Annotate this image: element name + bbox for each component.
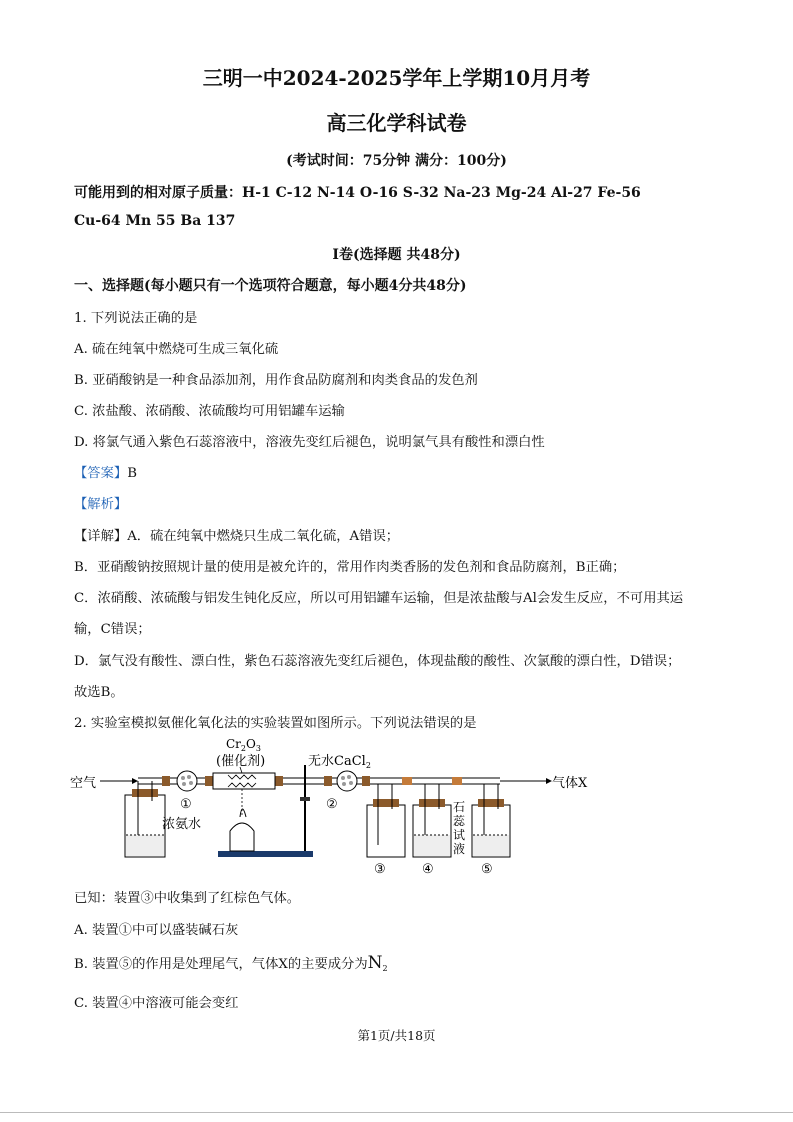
litmus-char-2: 蕊 [453,814,466,828]
q1-detail-a [74,525,399,544]
catalyst-label: (催化剂) [216,754,266,769]
detail-tag: 【详解】 [74,529,128,544]
section-title: I卷(选择题 共48分) [332,247,461,263]
answer-tag: 【答案】 [74,466,128,481]
q1-conclusion: 故选B。 [74,685,124,700]
q1-detail-c2: 输，C错误； [74,622,151,637]
analysis-tag: 【解析】 [74,497,128,512]
catalyst-formula: $Cr_2O_3$ [226,737,261,753]
q1-answer [74,462,137,481]
q2-known: 已知：装置③中收集到了红棕色气体。 [74,891,301,906]
device-4-label: ④ [422,862,434,877]
q1-detail-b: B．亚硝酸钠按照规计量的使用是被允许的，常用作肉类香肠的发色剂和食品防腐剂，B正确； [74,560,626,575]
ammonia-oxidation-apparatus [70,735,590,880]
litmus-char-1: 石 [453,800,466,814]
q2-option-c: C. 装置④中溶液可能会变红 [74,996,239,1011]
litmus-char-3: 试 [453,828,466,842]
n2-formula: N [367,953,383,973]
device-2-label: ② [326,797,338,812]
q1-detail-c1: C．浓硝酸、浓硫酸与铝发生钝化反应，所以可用铝罐车运输，但是浓盐酸与Al会发生反应，不可用其运 [74,591,684,606]
q1-analysis [74,493,127,512]
q2-option-b [74,953,388,973]
q1-option-c: C. 浓盐酸、浓硝酸、浓硫酸均可用铝罐车运输 [74,404,345,419]
exam-subtitle: 高三化学科试卷 [326,111,467,135]
answer-value: B [127,466,137,481]
detail-a-text: A．硫在纯氧中燃烧只生成二氧化硫，A错误； [127,529,400,544]
drying-agent-label: 无水CaCl$_2$ [308,754,371,770]
exam-info: (考试时间：75分钟 满分：100分) [286,153,507,169]
q1-option-d: D. 将氯气通入紫色石蕊溶液中，溶液先变红后褪色，说明氯气具有酸性和漂白性 [74,435,545,450]
litmus-char-4: 液 [453,842,466,856]
q1-detail-d: D．氯气没有酸性、漂白性，紫色石蕊溶液先变红后褪色，体现盐酸的酸性、次氯酸的漂白性，D错误； [74,654,681,669]
exam-title: 三明一中2024-2025学年上学期10月月考 [202,66,591,90]
device-1-label: ① [180,797,192,812]
atomic-mass-line-2: Cu-64 Mn 55 Ba 137 [74,213,236,229]
section-heading: 一、选择题(每小题只有一个选项符合题意，每小题4分共48分) [74,278,467,294]
device-5-label: ⑤ [481,862,493,877]
bottom-divider [0,1112,793,1113]
page-number: 第1页/共18页 [357,1028,436,1043]
q2-stem: 2. 实验室模拟氨催化氧化法的实验装置如图所示。下列说法错误的是 [74,716,477,731]
q2-option-b-text: B. 装置⑤的作用是处理尾气，气体X的主要成分为 [74,957,368,972]
air-label: 空气 [70,776,97,791]
device-3-label: ③ [374,862,386,877]
gas-x-label: 气体X [552,776,588,791]
n2-subscript: 2 [382,964,388,973]
ammonia-label: 浓氨水 [162,817,202,832]
q1-option-b: B. 亚硝酸钠是一种食品添加剂，用作食品防腐剂和肉类食品的发色剂 [74,373,478,388]
q1-stem: 1. 下列说法正确的是 [74,311,198,326]
q1-option-a: A. 硫在纯氧中燃烧可生成三氧化硫 [74,342,279,357]
atomic-mass-line-1: 可能用到的相对原子质量：H-1 C-12 N-14 O-16 S-32 Na-23 Mg-24 Al-27 Fe-56 [74,185,641,201]
q2-option-a: A. 装置①中可以盛装碱石灰 [74,923,239,938]
